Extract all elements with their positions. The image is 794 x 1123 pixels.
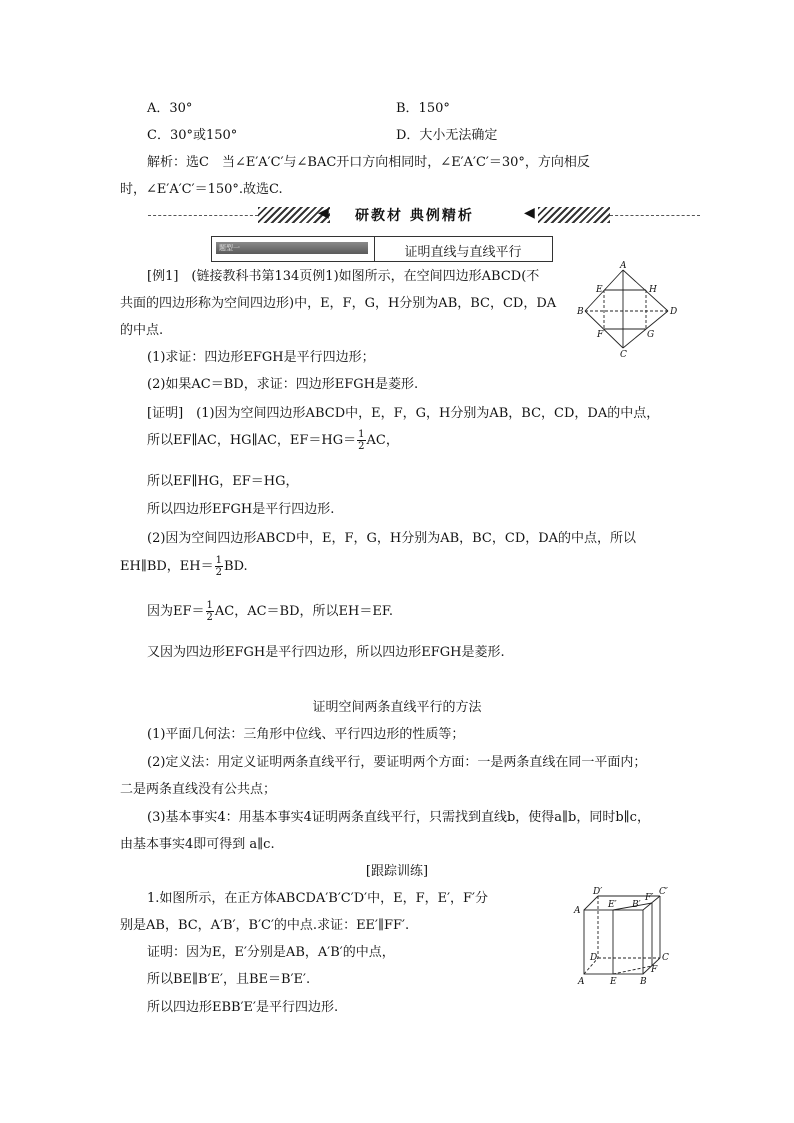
fraction-half: $\frac{1}{2}$: [215, 555, 223, 578]
fig1-label-h: H: [649, 285, 657, 295]
example-question-2: (2)如果AC＝BD，求证：四边形EFGH是菱形.: [147, 377, 419, 392]
practice-title: [跟踪训练]: [365, 864, 429, 879]
proof-line-8: 又因为四边形EFGH是平行四边形，所以四边形EFGH是菱形.: [147, 645, 505, 660]
fraction-half: $\frac{1}{2}$: [206, 600, 213, 623]
fig1-label-g: G: [647, 330, 655, 340]
method-line-2a: (2)定义法：用定义证明两条直线平行，要证明两个方面：一是两条直线在同一平面内；: [147, 755, 647, 770]
fig2-label-b-prime: B′: [632, 900, 641, 910]
practice-line-1: 1.如图所示，在正方体ABCDA′B′C′D′中，E，F，E′，F′分: [147, 891, 488, 906]
example-line-2: 共面的四边形称为空间四边形)中，E，F，G，H分别为AB，BC，CD，DA: [120, 296, 557, 311]
topic-box: [211, 236, 553, 262]
example-line-1: [例1] (链接教科书第134页例1)如图所示，在空间四边形ABCD(不: [147, 269, 540, 284]
proof-line-4: 所以四边形EFGH是平行四边形.: [147, 502, 335, 517]
fig1-label-b: B: [577, 307, 584, 317]
proof-line-3: 所以EF∥HG，EF＝HG，: [147, 474, 299, 489]
fig1-label-e: E: [596, 285, 603, 295]
fig2-label-c: C: [662, 953, 669, 963]
fig2-label-a: A: [578, 977, 585, 987]
practice-line-5: 所以四边形EBB′E′是平行四边形.: [147, 1000, 339, 1015]
banner-title: 研教材 典例精析: [355, 208, 474, 224]
fig2-label-c-prime: C′: [659, 887, 668, 897]
proof-line-1: [证明] (1)因为空间四边形ABCD中，E，F，G，H分别为AB，BC，CD，DA的中点，: [147, 406, 660, 421]
practice-line-2: 别是AB，BC，A′B′，B′C′的中点.求证：EE′∥FF′.: [120, 918, 410, 933]
topic-tag: 题型一: [216, 242, 368, 254]
method-line-2b: 二是两条直线没有公共点；: [120, 782, 277, 797]
option-c: C．30°或150°: [147, 128, 238, 143]
practice-line-3: 证明：因为E，E′分别是AB，A′B′的中点，: [147, 945, 395, 960]
proof-line-2: 所以EF∥AC，HG∥AC，EF＝HG＝ $\frac{1}{2}$ AC，: [147, 429, 399, 452]
cube-figure: [568, 882, 678, 992]
play-icon-left: ◀: [318, 205, 329, 221]
method-line-3b: 由基本事实4即可得到 a∥c.: [120, 837, 275, 852]
fraction-half: $\frac{1}{2}$: [358, 429, 365, 452]
fig2-label-b: B: [640, 977, 647, 987]
banner-stripe-right: [538, 207, 610, 223]
analysis-line-2: 时，∠E′A′C′＝150°.故选C.: [120, 182, 283, 197]
proof-line-6: EH∥BD，EH＝ $\frac{1}{2}$ BD.: [120, 555, 248, 578]
fig2-label-a-prime: A: [574, 906, 581, 916]
fig1-label-c: C: [620, 350, 627, 360]
method-title: 证明空间两条直线平行的方法: [312, 700, 482, 715]
fig1-label-f: F: [597, 330, 604, 340]
method-line-1: (1)平面几何法：三角形中位线、平行四边形的性质等；: [147, 727, 465, 742]
fig2-label-e-prime: E′: [608, 900, 617, 910]
example-line-3: 的中点.: [120, 323, 164, 338]
fig1-label-d: D: [670, 307, 678, 317]
proof-line-5: (2)因为空间四边形ABCD中，E，F，G，H分别为AB，BC，CD，DA的中点，所以: [147, 531, 637, 546]
topic-title: 证明直线与直线平行: [404, 245, 522, 260]
play-icon-right: ◀: [524, 205, 535, 221]
example-question-1: (1)求证：四边形EFGH是平行四边形；: [147, 350, 375, 365]
fig2-label-e: E: [610, 977, 617, 987]
fig2-label-f-prime: F′: [645, 893, 654, 903]
proof-line-7: 因为EF＝ $\frac{1}{2}$ AC，AC＝BD，所以EH＝EF.: [147, 600, 393, 623]
option-b: B．150°: [396, 101, 450, 116]
fig2-label-d: D: [590, 953, 598, 963]
option-a: A．30°: [147, 101, 193, 116]
fig2-label-d-prime: D′: [593, 887, 603, 897]
analysis-line-1: 解析：选C 当∠E′A′C′与∠BAC开口方向相同时，∠E′A′C′＝30°，方向相反: [147, 155, 590, 170]
fig1-label-a: A: [620, 261, 627, 271]
method-line-3a: (3)基本事实4：用基本事实4证明两条直线平行，只需找到直线b，使得a∥b，同时b∥c，: [147, 810, 650, 825]
option-d: D．大小无法确定: [396, 128, 498, 143]
fig2-label-f: F: [651, 965, 658, 975]
space-quadrilateral-figure: [574, 260, 684, 360]
practice-line-4: 所以BE∥B′E′，且BE＝B′E′.: [147, 972, 311, 987]
